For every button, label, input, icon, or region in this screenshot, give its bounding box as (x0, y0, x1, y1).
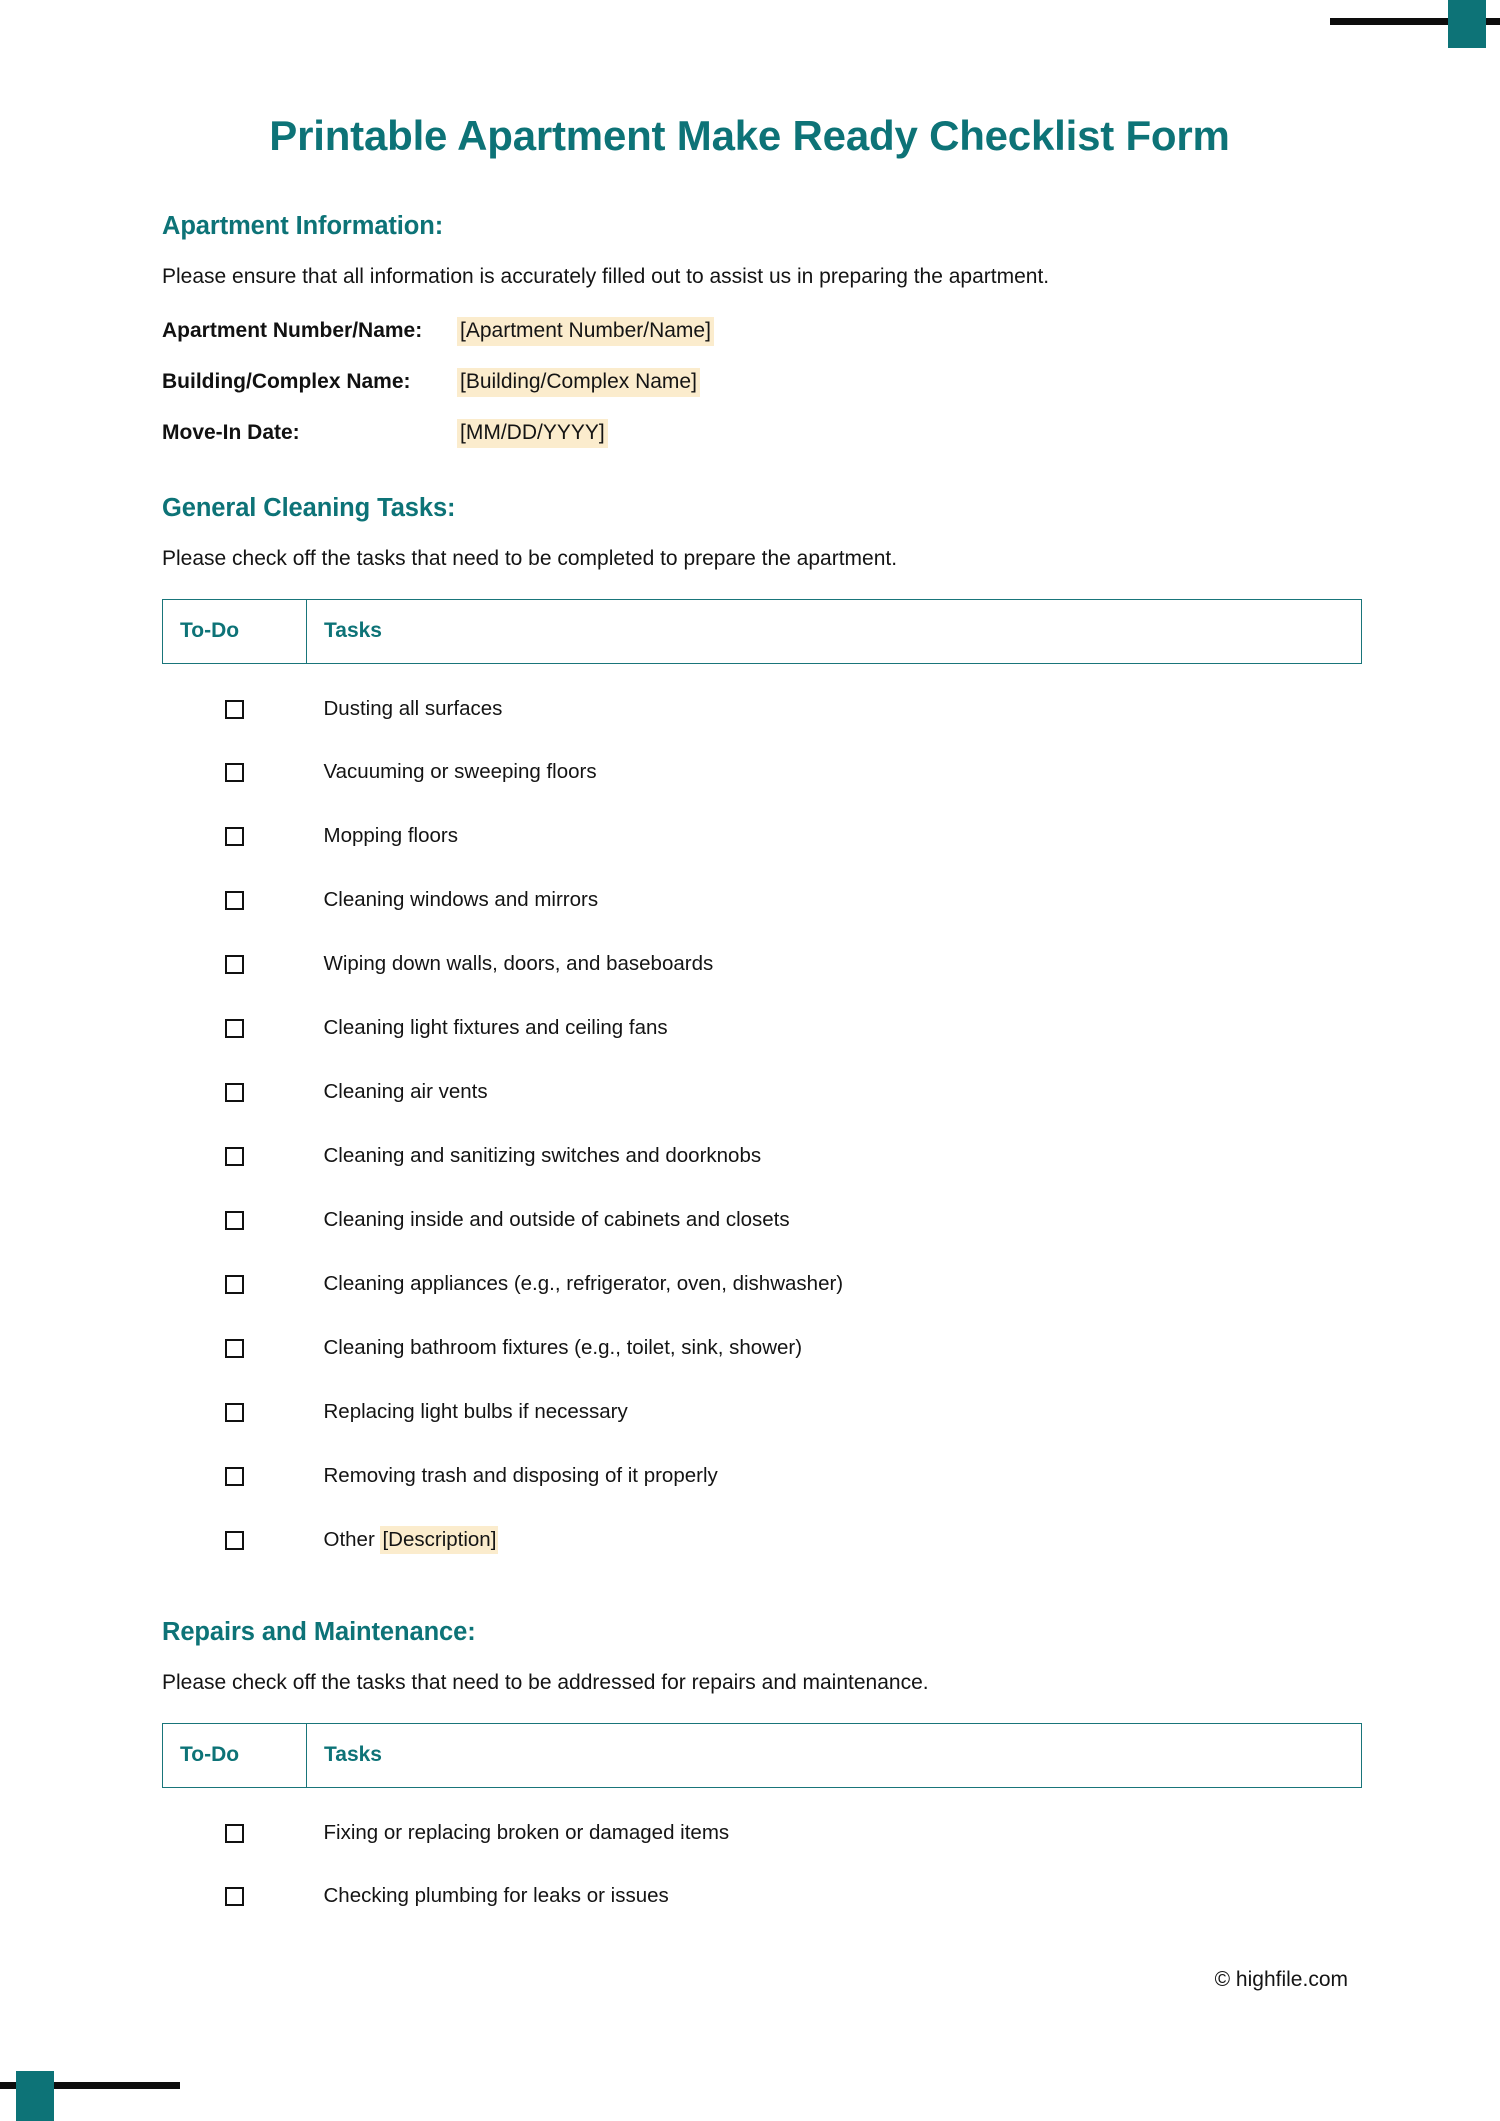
task-label: Fixing or replacing broken or damaged items (323, 1820, 730, 1844)
todo-cell (163, 868, 307, 932)
checkbox-icon[interactable] (225, 1467, 244, 1486)
footer-decoration (0, 2041, 1500, 2121)
checkbox-icon[interactable] (225, 891, 244, 910)
other-prefix: Other (323, 1527, 381, 1551)
task-label: Checking plumbing for leaks or issues (323, 1883, 669, 1907)
section-heading-apartment-information: Apartment Information: (162, 212, 444, 240)
todo-cell (163, 1380, 307, 1444)
apartment-information-fields (162, 317, 1355, 448)
field-label-building-name: Building/Complex Name: (162, 369, 411, 393)
column-header-tasks: Tasks (307, 1723, 1362, 1787)
field-row-building-name (162, 368, 1355, 397)
checkbox-icon[interactable] (225, 1531, 244, 1550)
other-description-field[interactable]: [Description] (380, 1526, 498, 1554)
task-label: Dusting all surfaces (323, 696, 503, 720)
column-header-todo: To-Do (163, 599, 307, 663)
table-row (163, 1787, 1362, 1864)
checkbox-icon[interactable] (225, 763, 244, 782)
checkbox-icon[interactable] (225, 1147, 244, 1166)
table-row (163, 1864, 1362, 1928)
checkbox-icon[interactable] (225, 827, 244, 846)
todo-cell (163, 663, 307, 740)
todo-cell (163, 1124, 307, 1188)
task-label: Cleaning bathroom fixtures (e.g., toilet, sink, shower) (323, 1335, 803, 1359)
todo-cell (163, 1444, 307, 1508)
column-header-todo: To-Do (163, 1723, 307, 1787)
todo-cell (163, 1508, 307, 1572)
checkbox-icon[interactable] (225, 1275, 244, 1294)
column-header-tasks: Tasks (307, 599, 1362, 663)
task-label: Cleaning windows and mirrors (323, 887, 599, 911)
checkbox-icon[interactable] (225, 1887, 244, 1906)
table-row (163, 1380, 1362, 1444)
task-label: Wiping down walls, doors, and baseboards (323, 951, 714, 975)
todo-cell (163, 1787, 307, 1864)
task-label: Replacing light bulbs if necessary (323, 1399, 628, 1423)
todo-cell (163, 1864, 307, 1928)
checkbox-icon[interactable] (225, 1211, 244, 1230)
todo-cell (163, 1188, 307, 1252)
footer-rule (0, 2082, 180, 2089)
task-label: Cleaning light fixtures and ceiling fans (323, 1015, 668, 1039)
task-label: Mopping floors (323, 823, 458, 847)
repairs-maintenance-intro: Please check off the tasks that need to be addressed for repairs and maintenance. (162, 1670, 929, 1694)
general-cleaning-rows (163, 663, 1362, 1572)
section-heading-repairs-maintenance: Repairs and Maintenance: (162, 1617, 476, 1646)
todo-cell (163, 740, 307, 804)
table-row (163, 996, 1362, 1060)
checkbox-icon[interactable] (225, 1339, 244, 1358)
table-row (163, 1444, 1362, 1508)
table-row (163, 1124, 1362, 1188)
todo-cell (163, 1252, 307, 1316)
task-label: Removing trash and disposing of it properly (323, 1463, 718, 1487)
checkbox-icon[interactable] (225, 1083, 244, 1102)
task-label: Cleaning inside and outside of cabinets and closets (323, 1207, 790, 1231)
task-label: Cleaning air vents (323, 1079, 488, 1103)
field-row-apartment-number (162, 317, 1355, 346)
repairs-maintenance-rows (163, 1787, 1362, 1928)
field-value-building-name[interactable]: [Building/Complex Name] (457, 368, 700, 397)
footer-copyright: © highfile.com (1214, 1968, 1348, 1991)
footer-accent-block (16, 2071, 54, 2121)
table-header-row (163, 599, 1362, 663)
table-row (163, 1316, 1362, 1380)
table-row (163, 932, 1362, 996)
table-row (163, 1252, 1362, 1316)
todo-cell (163, 1060, 307, 1124)
table-row (163, 868, 1362, 932)
section-heading-general-cleaning: General Cleaning Tasks: (162, 494, 456, 523)
todo-cell (163, 1316, 307, 1380)
table-header-row (163, 1723, 1362, 1787)
general-cleaning-table (162, 599, 1362, 1572)
table-row (163, 1060, 1362, 1124)
field-value-apartment-number[interactable]: [Apartment Number/Name] (457, 317, 714, 346)
table-row (163, 740, 1362, 804)
task-label: Cleaning appliances (e.g., refrigerator, oven, dishwasher) (323, 1271, 844, 1295)
todo-cell (163, 804, 307, 868)
table-row (163, 1188, 1362, 1252)
task-label-other (307, 1508, 1362, 1572)
field-label-apartment-number: Apartment Number/Name: (162, 318, 423, 342)
page-title: Printable Apartment Make Ready Checklist Form (269, 112, 1230, 159)
checkbox-icon[interactable] (225, 955, 244, 974)
checkbox-icon[interactable] (225, 1403, 244, 1422)
repairs-maintenance-table (162, 1723, 1362, 1928)
field-label-move-in-date: Move-In Date: (162, 421, 300, 444)
checkbox-icon[interactable] (225, 1019, 244, 1038)
table-row-other (163, 1508, 1362, 1572)
task-label: Vacuuming or sweeping floors (323, 759, 597, 783)
field-row-move-in-date (162, 419, 1355, 448)
general-cleaning-intro: Please check off the tasks that need to be completed to prepare the apartment. (162, 547, 898, 571)
field-value-move-in-date[interactable]: [MM/DD/YYYY] (457, 419, 608, 448)
todo-cell (163, 996, 307, 1060)
todo-cell (163, 932, 307, 996)
apartment-information-intro: Please ensure that all information is accurately filled out to assist us in preparing the apartment. (162, 265, 1050, 288)
checkbox-icon[interactable] (225, 1824, 244, 1843)
table-row (163, 663, 1362, 740)
table-row (163, 804, 1362, 868)
task-label: Cleaning and sanitizing switches and doorknobs (323, 1143, 762, 1167)
checkbox-icon[interactable] (225, 700, 244, 719)
